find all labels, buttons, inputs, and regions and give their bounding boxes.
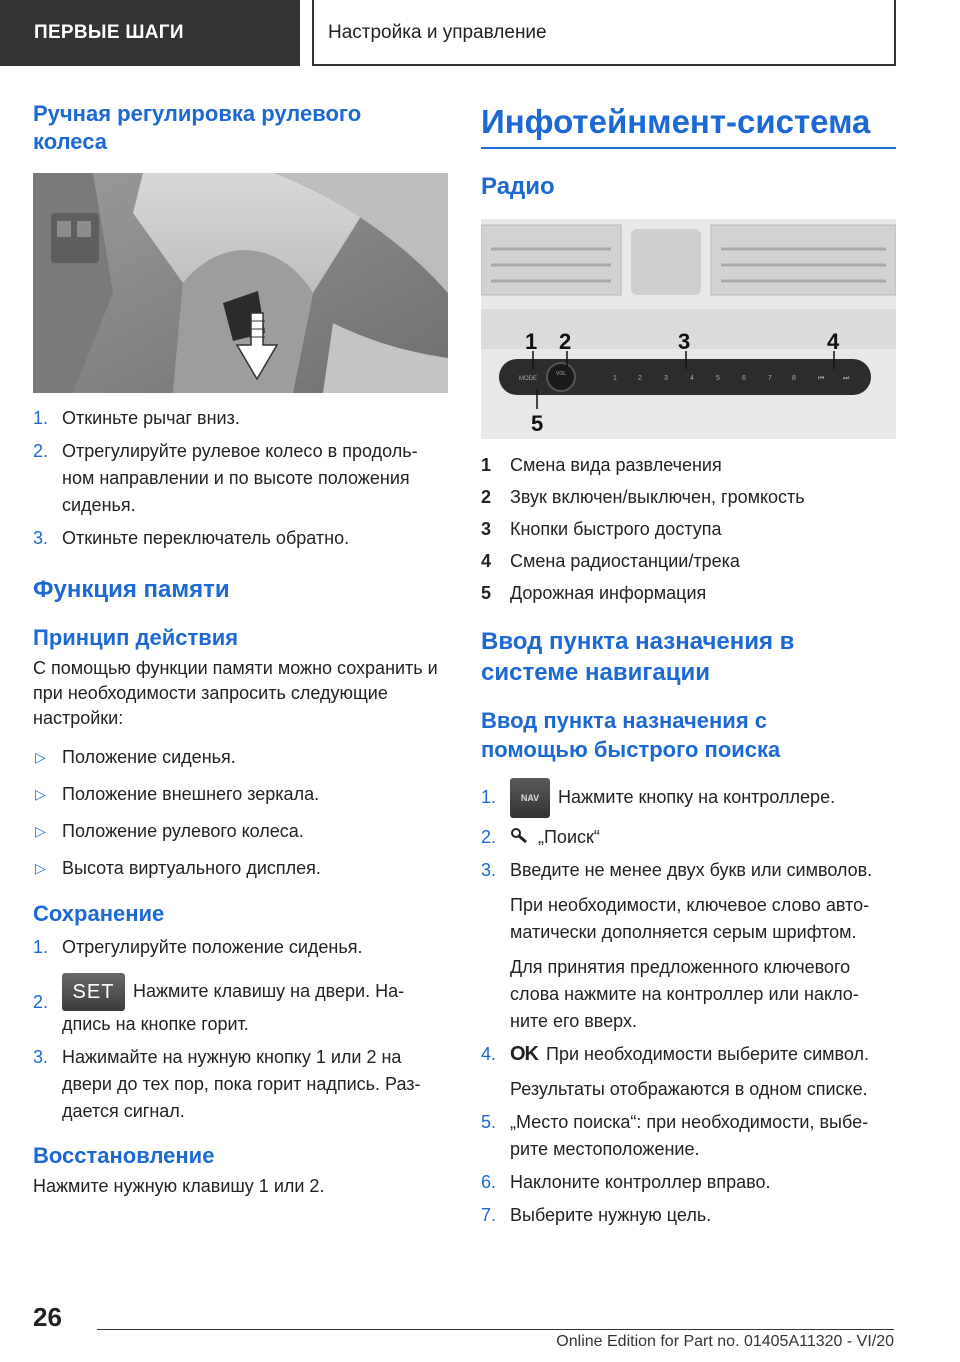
step-text: „Место поиска“: при необходимости, выбе-рите местоположение. <box>510 1112 869 1159</box>
memory-heading: Функция памяти <box>33 576 230 603</box>
step-text: Введите не менее двух букв или символов. <box>510 860 873 880</box>
step-number: 5. <box>481 1112 497 1132</box>
steering-lever-illustration <box>33 173 448 393</box>
bullet-text: Высота виртуального дисплея. <box>62 858 321 878</box>
step-text: Откиньте рычаг вниз. <box>62 408 240 428</box>
preset-label: 4 <box>690 375 694 382</box>
list-item <box>33 405 448 432</box>
step-text: Откиньте переключатель обратно. <box>62 528 350 548</box>
list-item <box>33 856 448 881</box>
triangle-bullet-icon: ▷ <box>35 823 46 839</box>
nav-heading: Ввод пункта назначения в системе навигации <box>481 628 795 686</box>
radio-legend <box>481 453 896 606</box>
step-number: 3. <box>481 860 497 880</box>
triangle-bullet-icon: ▷ <box>35 860 46 876</box>
step-number: 1. <box>33 937 49 957</box>
bullet-text: Положение сиденья. <box>62 747 236 767</box>
search-icon <box>510 824 528 851</box>
list-item <box>481 581 896 606</box>
principle-text: С помощью функции памяти можно сохранить и при необходимости запросить следующие настройки: <box>33 658 438 728</box>
radio-panel-illustration <box>481 219 896 439</box>
steering-steps <box>33 405 448 552</box>
list-item <box>481 549 896 574</box>
restore-heading: Восстановление <box>33 1143 215 1168</box>
page-number: 26 <box>33 1302 62 1332</box>
legend-text: Смена радиостанции/трека <box>510 551 740 571</box>
section-tab: ПЕРВЫЕ ШАГИ <box>0 0 300 66</box>
right-column <box>481 102 896 1235</box>
list-item <box>481 778 896 818</box>
step-text: Нажимайте на нужную кнопку 1 или 2 на двери до тех пор, пока горит надпись. Раз-дается сигнал. <box>62 1047 421 1121</box>
callout-label: 4 <box>827 329 840 354</box>
step-number: 2. <box>33 992 49 1012</box>
list-item <box>33 525 448 552</box>
step-number: 2. <box>481 827 497 847</box>
list-item <box>481 485 896 510</box>
list-item <box>33 438 448 519</box>
left-column <box>33 100 448 1199</box>
quick-search-heading: Ввод пункта назначения с помощью быстрого поиска <box>481 708 781 762</box>
page-header <box>0 0 960 66</box>
steering-heading: Ручная регулировка рулевого колеса <box>33 101 362 154</box>
principle-heading: Принцип действия <box>33 625 239 650</box>
step-note: Для принятия предложенного ключевого слова нажмите на контроллер или накло-ните его вверх. <box>510 957 859 1031</box>
legend-number: 1 <box>481 455 492 475</box>
step-text: Нажмите клавишу на двери. На-дпись на кнопке горит. <box>62 980 405 1034</box>
chapter-title: Настройка и управление <box>312 0 896 66</box>
step-note: При необходимости, ключевое слово авто-матически дополняется серым шрифтом. <box>510 895 870 942</box>
radio-panel-image <box>481 219 896 439</box>
list-item <box>33 782 448 807</box>
next-track-icon: ⏭ <box>843 375 850 382</box>
step-number: 3. <box>33 1047 49 1067</box>
step-note: Результаты отображаются в одном списке. <box>510 1079 868 1099</box>
step-number: 1. <box>481 787 497 807</box>
list-item <box>481 453 896 478</box>
list-item <box>481 1169 896 1196</box>
step-number: 6. <box>481 1172 497 1192</box>
prev-track-icon: ⏮ <box>818 375 825 382</box>
list-item <box>33 973 448 1038</box>
preset-label: 2 <box>638 375 642 382</box>
step-number: 2. <box>33 441 49 461</box>
list-item <box>481 517 896 542</box>
legend-number: 5 <box>481 583 492 603</box>
preset-label: 8 <box>792 375 796 382</box>
list-item <box>481 1202 896 1229</box>
step-number: 7. <box>481 1205 497 1225</box>
list-item <box>33 1044 448 1125</box>
preset-label: 6 <box>742 375 746 382</box>
vol-label: VOL <box>556 371 567 377</box>
bullet-text: Положение рулевого колеса. <box>62 821 304 841</box>
nav-button-icon: NAV <box>510 778 550 818</box>
restore-text: Нажмите нужную клавишу 1 или 2. <box>33 1176 325 1196</box>
memory-bullets <box>33 745 448 881</box>
preset-label: 1 <box>613 375 617 382</box>
legend-text: Кнопки быстрого доступа <box>510 519 722 539</box>
triangle-bullet-icon: ▷ <box>35 786 46 802</box>
preset-label: 3 <box>664 375 668 382</box>
infotainment-heading: Инфотейнмент-система <box>481 102 896 149</box>
list-item <box>481 857 896 1035</box>
step-text: Отрегулируйте рулевое колесо в продоль-ном направлении и по высоте положения сиденья. <box>62 441 418 515</box>
legend-number: 4 <box>481 551 492 571</box>
triangle-bullet-icon: ▷ <box>35 749 46 765</box>
step-text: „Поиск“ <box>538 827 600 847</box>
save-steps <box>33 934 448 1125</box>
list-item <box>33 934 448 961</box>
edition-text: Online Edition for Part no. 01405A11320 - VI/20 <box>556 1333 894 1350</box>
radio-heading: Радио <box>481 173 555 200</box>
preset-label: 5 <box>716 375 720 382</box>
list-item <box>481 1109 896 1163</box>
bullet-text: Положение внешнего зеркала. <box>62 784 320 804</box>
preset-label: 7 <box>768 375 772 382</box>
callout-label: 2 <box>559 329 572 354</box>
callout-label: 3 <box>678 329 691 354</box>
step-text: Выберите нужную цель. <box>510 1205 712 1225</box>
callout-label: 1 <box>525 329 538 354</box>
legend-number: 2 <box>481 487 492 507</box>
step-number: 4. <box>481 1044 497 1064</box>
list-item <box>33 745 448 770</box>
legend-text: Смена вида развлечения <box>510 455 722 475</box>
step-text: Нажмите кнопку на контроллере. <box>558 786 836 807</box>
steering-lever-image <box>33 173 448 393</box>
footer-divider <box>97 1329 894 1330</box>
legend-number: 3 <box>481 519 492 539</box>
callout-label: 5 <box>531 411 544 436</box>
ok-icon: OK <box>510 1043 538 1065</box>
list-item <box>481 824 896 851</box>
nav-steps <box>481 778 896 1229</box>
set-button-icon: SET <box>62 973 125 1011</box>
step-number: 3. <box>33 528 49 548</box>
legend-text: Дорожная информация <box>510 583 707 603</box>
step-number: 1. <box>33 408 49 428</box>
step-text: Отрегулируйте положение сиденья. <box>62 937 363 957</box>
mode-label: MODE <box>519 376 537 382</box>
list-item <box>33 819 448 844</box>
step-text: При необходимости выберите символ. <box>546 1044 869 1064</box>
list-item <box>481 1041 896 1103</box>
save-heading: Сохранение <box>33 901 165 926</box>
legend-text: Звук включен/выключен, громкость <box>510 487 805 507</box>
step-text: Наклоните контроллер вправо. <box>510 1172 771 1192</box>
